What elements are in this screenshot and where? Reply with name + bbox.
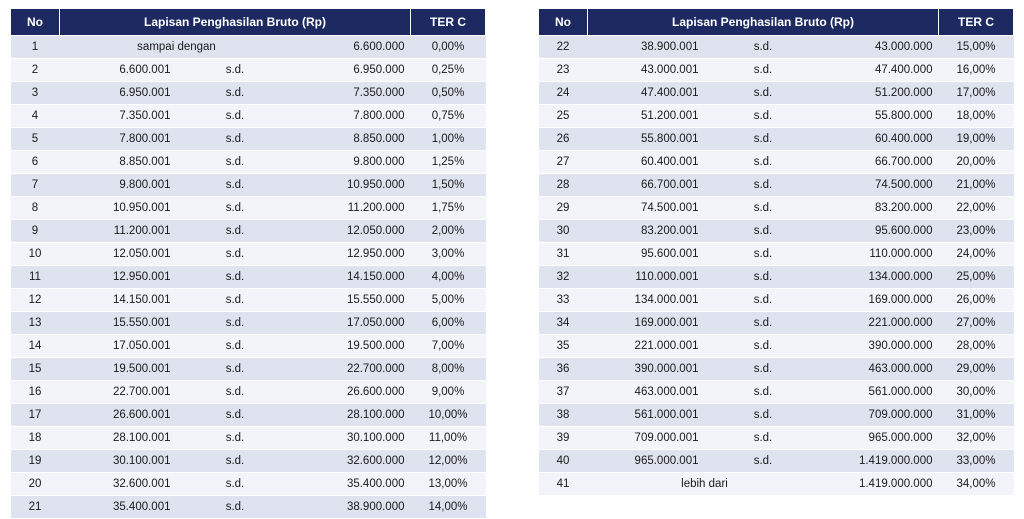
- table-row: [11, 496, 486, 519]
- cell-range-separator: s.d.: [177, 151, 294, 174]
- cell-no: 15: [11, 358, 60, 381]
- table-row: [539, 105, 1014, 128]
- cell-no: 11: [11, 266, 60, 289]
- cell-ter-rate: 0,75%: [411, 105, 486, 128]
- cell-no: 14: [11, 335, 60, 358]
- table-row: [11, 358, 486, 381]
- cell-range-from: 19.500.001: [60, 358, 177, 381]
- table-row: [539, 266, 1014, 289]
- cell-range-separator: s.d.: [705, 266, 822, 289]
- cell-range-label: lebih dari: [588, 473, 822, 496]
- cell-no: 24: [539, 82, 588, 105]
- cell-ter-rate: 7,00%: [411, 335, 486, 358]
- cell-range-from: 22.700.001: [60, 381, 177, 404]
- ter-table-right: [538, 8, 1014, 496]
- cell-range-to: 390.000.000: [822, 335, 939, 358]
- cell-range-separator: s.d.: [705, 36, 822, 59]
- table-row: [11, 59, 486, 82]
- cell-no: 39: [539, 427, 588, 450]
- cell-range-from: 11.200.001: [60, 220, 177, 243]
- cell-range-separator: s.d.: [705, 105, 822, 128]
- cell-ter-rate: 2,00%: [411, 220, 486, 243]
- cell-ter-rate: 25,00%: [939, 266, 1014, 289]
- cell-range-to: 32.600.000: [294, 450, 411, 473]
- cell-no: 7: [11, 174, 60, 197]
- cell-no: 40: [539, 450, 588, 473]
- cell-ter-rate: 24,00%: [939, 243, 1014, 266]
- table-row: [11, 427, 486, 450]
- cell-no: 4: [11, 105, 60, 128]
- cell-no: 19: [11, 450, 60, 473]
- cell-range-from: 561.000.001: [588, 404, 705, 427]
- cell-no: 18: [11, 427, 60, 450]
- cell-range-from: 15.550.001: [60, 312, 177, 335]
- cell-no: 27: [539, 151, 588, 174]
- table-row: [539, 450, 1014, 473]
- cell-range-from: 17.050.001: [60, 335, 177, 358]
- table-row: [11, 473, 486, 496]
- cell-range-separator: s.d.: [177, 381, 294, 404]
- cell-range-from: 74.500.001: [588, 197, 705, 220]
- cell-range-separator: s.d.: [177, 105, 294, 128]
- cell-range-separator: s.d.: [177, 174, 294, 197]
- cell-no: 1: [11, 36, 60, 59]
- table-header-row: [11, 9, 486, 36]
- column-header-no: No: [539, 9, 588, 36]
- cell-ter-rate: 13,00%: [411, 473, 486, 496]
- cell-no: 29: [539, 197, 588, 220]
- cell-ter-rate: 23,00%: [939, 220, 1014, 243]
- cell-ter-rate: 20,00%: [939, 151, 1014, 174]
- cell-range-to: 7.350.000: [294, 82, 411, 105]
- cell-range-from: 38.900.001: [588, 36, 705, 59]
- cell-range-from: 66.700.001: [588, 174, 705, 197]
- cell-range-from: 965.000.001: [588, 450, 705, 473]
- cell-no: 16: [11, 381, 60, 404]
- cell-range-to: 66.700.000: [822, 151, 939, 174]
- cell-range-to: 47.400.000: [822, 59, 939, 82]
- cell-no: 33: [539, 289, 588, 312]
- cell-range-separator: s.d.: [705, 243, 822, 266]
- cell-range-separator: s.d.: [705, 128, 822, 151]
- cell-range-to: 11.200.000: [294, 197, 411, 220]
- table-row: [539, 381, 1014, 404]
- cell-range-separator: s.d.: [177, 358, 294, 381]
- cell-range-separator: s.d.: [177, 289, 294, 312]
- cell-range-separator: s.d.: [177, 335, 294, 358]
- cell-ter-rate: 26,00%: [939, 289, 1014, 312]
- cell-ter-rate: 14,00%: [411, 496, 486, 519]
- cell-no: 32: [539, 266, 588, 289]
- cell-no: 26: [539, 128, 588, 151]
- table-row: [539, 197, 1014, 220]
- cell-range-separator: s.d.: [705, 197, 822, 220]
- table-row: [11, 82, 486, 105]
- cell-range-from: 12.950.001: [60, 266, 177, 289]
- cell-range-from: 110.000.001: [588, 266, 705, 289]
- cell-range-from: 30.100.001: [60, 450, 177, 473]
- cell-range-separator: s.d.: [177, 427, 294, 450]
- cell-range-from: 83.200.001: [588, 220, 705, 243]
- cell-range-to: 9.800.000: [294, 151, 411, 174]
- table-row: [11, 105, 486, 128]
- cell-range-from: 7.800.001: [60, 128, 177, 151]
- cell-range-separator: s.d.: [705, 427, 822, 450]
- cell-no: 30: [539, 220, 588, 243]
- table-row: [11, 404, 486, 427]
- table-row: [539, 82, 1014, 105]
- cell-range-to: 74.500.000: [822, 174, 939, 197]
- cell-ter-rate: 1,00%: [411, 128, 486, 151]
- cell-range-to: 22.700.000: [294, 358, 411, 381]
- cell-range-from: 35.400.001: [60, 496, 177, 519]
- cell-range-from: 463.000.001: [588, 381, 705, 404]
- column-header-ter: TER C: [939, 9, 1014, 36]
- cell-range-separator: s.d.: [177, 404, 294, 427]
- cell-range-from: 7.350.001: [60, 105, 177, 128]
- cell-range-to: 10.950.000: [294, 174, 411, 197]
- cell-range-to: 6.600.000: [294, 36, 411, 59]
- cell-range-separator: s.d.: [705, 220, 822, 243]
- cell-range-separator: s.d.: [705, 59, 822, 82]
- table-row: [11, 450, 486, 473]
- cell-range-from: 6.950.001: [60, 82, 177, 105]
- cell-range-to: 8.850.000: [294, 128, 411, 151]
- cell-no: 3: [11, 82, 60, 105]
- cell-range-to: 7.800.000: [294, 105, 411, 128]
- cell-no: 41: [539, 473, 588, 496]
- cell-range-from: 32.600.001: [60, 473, 177, 496]
- cell-no: 38: [539, 404, 588, 427]
- cell-range-to: 169.000.000: [822, 289, 939, 312]
- table-row: [11, 220, 486, 243]
- ter-table-right-body: [539, 36, 1014, 496]
- cell-range-to: 965.000.000: [822, 427, 939, 450]
- cell-range-from: 95.600.001: [588, 243, 705, 266]
- cell-range-from: 9.800.001: [60, 174, 177, 197]
- table-row: [539, 289, 1014, 312]
- table-row: [11, 289, 486, 312]
- cell-ter-rate: 10,00%: [411, 404, 486, 427]
- cell-range-from: 55.800.001: [588, 128, 705, 151]
- cell-ter-rate: 0,50%: [411, 82, 486, 105]
- ter-table-left: [10, 8, 486, 519]
- table-header-row: [539, 9, 1014, 36]
- cell-range-separator: s.d.: [705, 82, 822, 105]
- cell-range-from: 221.000.001: [588, 335, 705, 358]
- cell-no: 17: [11, 404, 60, 427]
- cell-range-from: 12.050.001: [60, 243, 177, 266]
- table-row: [539, 358, 1014, 381]
- table-row: [11, 381, 486, 404]
- cell-range-from: 28.100.001: [60, 427, 177, 450]
- cell-range-separator: s.d.: [177, 220, 294, 243]
- column-header-no: No: [11, 9, 60, 36]
- cell-range-to: 12.950.000: [294, 243, 411, 266]
- cell-ter-rate: 33,00%: [939, 450, 1014, 473]
- cell-ter-rate: 29,00%: [939, 358, 1014, 381]
- cell-range-to: 43.000.000: [822, 36, 939, 59]
- cell-ter-rate: 34,00%: [939, 473, 1014, 496]
- cell-ter-rate: 1,25%: [411, 151, 486, 174]
- cell-range-from: 14.150.001: [60, 289, 177, 312]
- cell-ter-rate: 0,25%: [411, 59, 486, 82]
- cell-no: 36: [539, 358, 588, 381]
- cell-range-label: sampai dengan: [60, 36, 294, 59]
- cell-range-separator: s.d.: [705, 174, 822, 197]
- cell-ter-rate: 21,00%: [939, 174, 1014, 197]
- cell-no: 2: [11, 59, 60, 82]
- cell-no: 23: [539, 59, 588, 82]
- cell-no: 31: [539, 243, 588, 266]
- cell-ter-rate: 9,00%: [411, 381, 486, 404]
- table-row: [539, 151, 1014, 174]
- cell-range-separator: s.d.: [705, 450, 822, 473]
- cell-range-separator: s.d.: [705, 312, 822, 335]
- cell-range-separator: s.d.: [177, 243, 294, 266]
- cell-range-from: 51.200.001: [588, 105, 705, 128]
- cell-range-to: 83.200.000: [822, 197, 939, 220]
- cell-range-separator: s.d.: [177, 312, 294, 335]
- cell-no: 10: [11, 243, 60, 266]
- table-row: [539, 174, 1014, 197]
- cell-ter-rate: 1,75%: [411, 197, 486, 220]
- cell-range-to: 221.000.000: [822, 312, 939, 335]
- table-row: [11, 174, 486, 197]
- cell-no: 35: [539, 335, 588, 358]
- cell-range-separator: s.d.: [705, 289, 822, 312]
- cell-range-from: 169.000.001: [588, 312, 705, 335]
- cell-ter-rate: 5,00%: [411, 289, 486, 312]
- column-header-range: Lapisan Penghasilan Bruto (Rp): [60, 9, 411, 36]
- cell-range-to: 28.100.000: [294, 404, 411, 427]
- cell-no: 21: [11, 496, 60, 519]
- cell-range-from: 10.950.001: [60, 197, 177, 220]
- cell-range-separator: s.d.: [177, 197, 294, 220]
- cell-ter-rate: 31,00%: [939, 404, 1014, 427]
- cell-range-separator: s.d.: [177, 473, 294, 496]
- cell-no: 28: [539, 174, 588, 197]
- cell-no: 34: [539, 312, 588, 335]
- cell-range-to: 55.800.000: [822, 105, 939, 128]
- cell-range-separator: s.d.: [177, 266, 294, 289]
- cell-range-separator: s.d.: [177, 128, 294, 151]
- table-row: [539, 59, 1014, 82]
- column-header-range: Lapisan Penghasilan Bruto (Rp): [588, 9, 939, 36]
- cell-range-from: 8.850.001: [60, 151, 177, 174]
- cell-range-from: 47.400.001: [588, 82, 705, 105]
- cell-range-to: 14.150.000: [294, 266, 411, 289]
- cell-range-to: 30.100.000: [294, 427, 411, 450]
- cell-ter-rate: 1,50%: [411, 174, 486, 197]
- cell-ter-rate: 32,00%: [939, 427, 1014, 450]
- cell-range-from: 43.000.001: [588, 59, 705, 82]
- ter-table-right-panel: [538, 8, 1014, 496]
- table-row: [539, 312, 1014, 335]
- table-row: [539, 36, 1014, 59]
- cell-ter-rate: 22,00%: [939, 197, 1014, 220]
- cell-no: 8: [11, 197, 60, 220]
- table-row: [539, 473, 1014, 496]
- table-row: [539, 335, 1014, 358]
- cell-ter-rate: 27,00%: [939, 312, 1014, 335]
- cell-range-to: 1.419.000.000: [822, 450, 939, 473]
- cell-no: 20: [11, 473, 60, 496]
- table-row: [11, 151, 486, 174]
- cell-range-to: 15.550.000: [294, 289, 411, 312]
- cell-range-separator: s.d.: [177, 82, 294, 105]
- cell-no: 25: [539, 105, 588, 128]
- cell-range-to: 19.500.000: [294, 335, 411, 358]
- cell-range-to: 463.000.000: [822, 358, 939, 381]
- table-row: [11, 128, 486, 151]
- cell-range-from: 390.000.001: [588, 358, 705, 381]
- table-row: [11, 312, 486, 335]
- cell-ter-rate: 30,00%: [939, 381, 1014, 404]
- cell-range-separator: s.d.: [705, 381, 822, 404]
- cell-ter-rate: 11,00%: [411, 427, 486, 450]
- ter-table-left-panel: [10, 8, 486, 519]
- cell-range-from: 6.600.001: [60, 59, 177, 82]
- cell-ter-rate: 19,00%: [939, 128, 1014, 151]
- cell-range-to: 60.400.000: [822, 128, 939, 151]
- cell-no: 12: [11, 289, 60, 312]
- table-row: [539, 220, 1014, 243]
- cell-ter-rate: 4,00%: [411, 266, 486, 289]
- cell-range-to: 17.050.000: [294, 312, 411, 335]
- cell-range-from: 134.000.001: [588, 289, 705, 312]
- cell-ter-rate: 18,00%: [939, 105, 1014, 128]
- cell-range-to: 1.419.000.000: [822, 473, 939, 496]
- cell-ter-rate: 15,00%: [939, 36, 1014, 59]
- cell-ter-rate: 17,00%: [939, 82, 1014, 105]
- cell-range-from: 26.600.001: [60, 404, 177, 427]
- cell-range-to: 51.200.000: [822, 82, 939, 105]
- cell-range-to: 38.900.000: [294, 496, 411, 519]
- cell-no: 6: [11, 151, 60, 174]
- table-row: [539, 404, 1014, 427]
- table-row: [11, 243, 486, 266]
- table-row: [11, 266, 486, 289]
- column-header-ter: TER C: [411, 9, 486, 36]
- ter-table-left-body: [11, 36, 486, 519]
- cell-range-to: 95.600.000: [822, 220, 939, 243]
- table-row: [539, 128, 1014, 151]
- cell-range-to: 709.000.000: [822, 404, 939, 427]
- cell-no: 9: [11, 220, 60, 243]
- cell-no: 13: [11, 312, 60, 335]
- table-row: [539, 243, 1014, 266]
- cell-range-from: 709.000.001: [588, 427, 705, 450]
- cell-ter-rate: 16,00%: [939, 59, 1014, 82]
- table-row: [11, 335, 486, 358]
- cell-range-to: 6.950.000: [294, 59, 411, 82]
- cell-range-to: 110.000.000: [822, 243, 939, 266]
- cell-range-separator: s.d.: [177, 450, 294, 473]
- cell-range-separator: s.d.: [705, 335, 822, 358]
- cell-ter-rate: 8,00%: [411, 358, 486, 381]
- table-row: [11, 36, 486, 59]
- table-row: [11, 197, 486, 220]
- cell-no: 5: [11, 128, 60, 151]
- cell-range-separator: s.d.: [177, 59, 294, 82]
- cell-range-to: 561.000.000: [822, 381, 939, 404]
- cell-ter-rate: 6,00%: [411, 312, 486, 335]
- cell-range-separator: s.d.: [705, 151, 822, 174]
- table-row: [539, 427, 1014, 450]
- cell-range-separator: s.d.: [705, 358, 822, 381]
- cell-range-to: 134.000.000: [822, 266, 939, 289]
- cell-ter-rate: 0,00%: [411, 36, 486, 59]
- cell-range-to: 12.050.000: [294, 220, 411, 243]
- cell-ter-rate: 28,00%: [939, 335, 1014, 358]
- cell-ter-rate: 3,00%: [411, 243, 486, 266]
- cell-range-separator: s.d.: [177, 496, 294, 519]
- cell-no: 37: [539, 381, 588, 404]
- cell-range-from: 60.400.001: [588, 151, 705, 174]
- cell-range-separator: s.d.: [705, 404, 822, 427]
- cell-range-to: 26.600.000: [294, 381, 411, 404]
- cell-range-to: 35.400.000: [294, 473, 411, 496]
- cell-ter-rate: 12,00%: [411, 450, 486, 473]
- cell-no: 22: [539, 36, 588, 59]
